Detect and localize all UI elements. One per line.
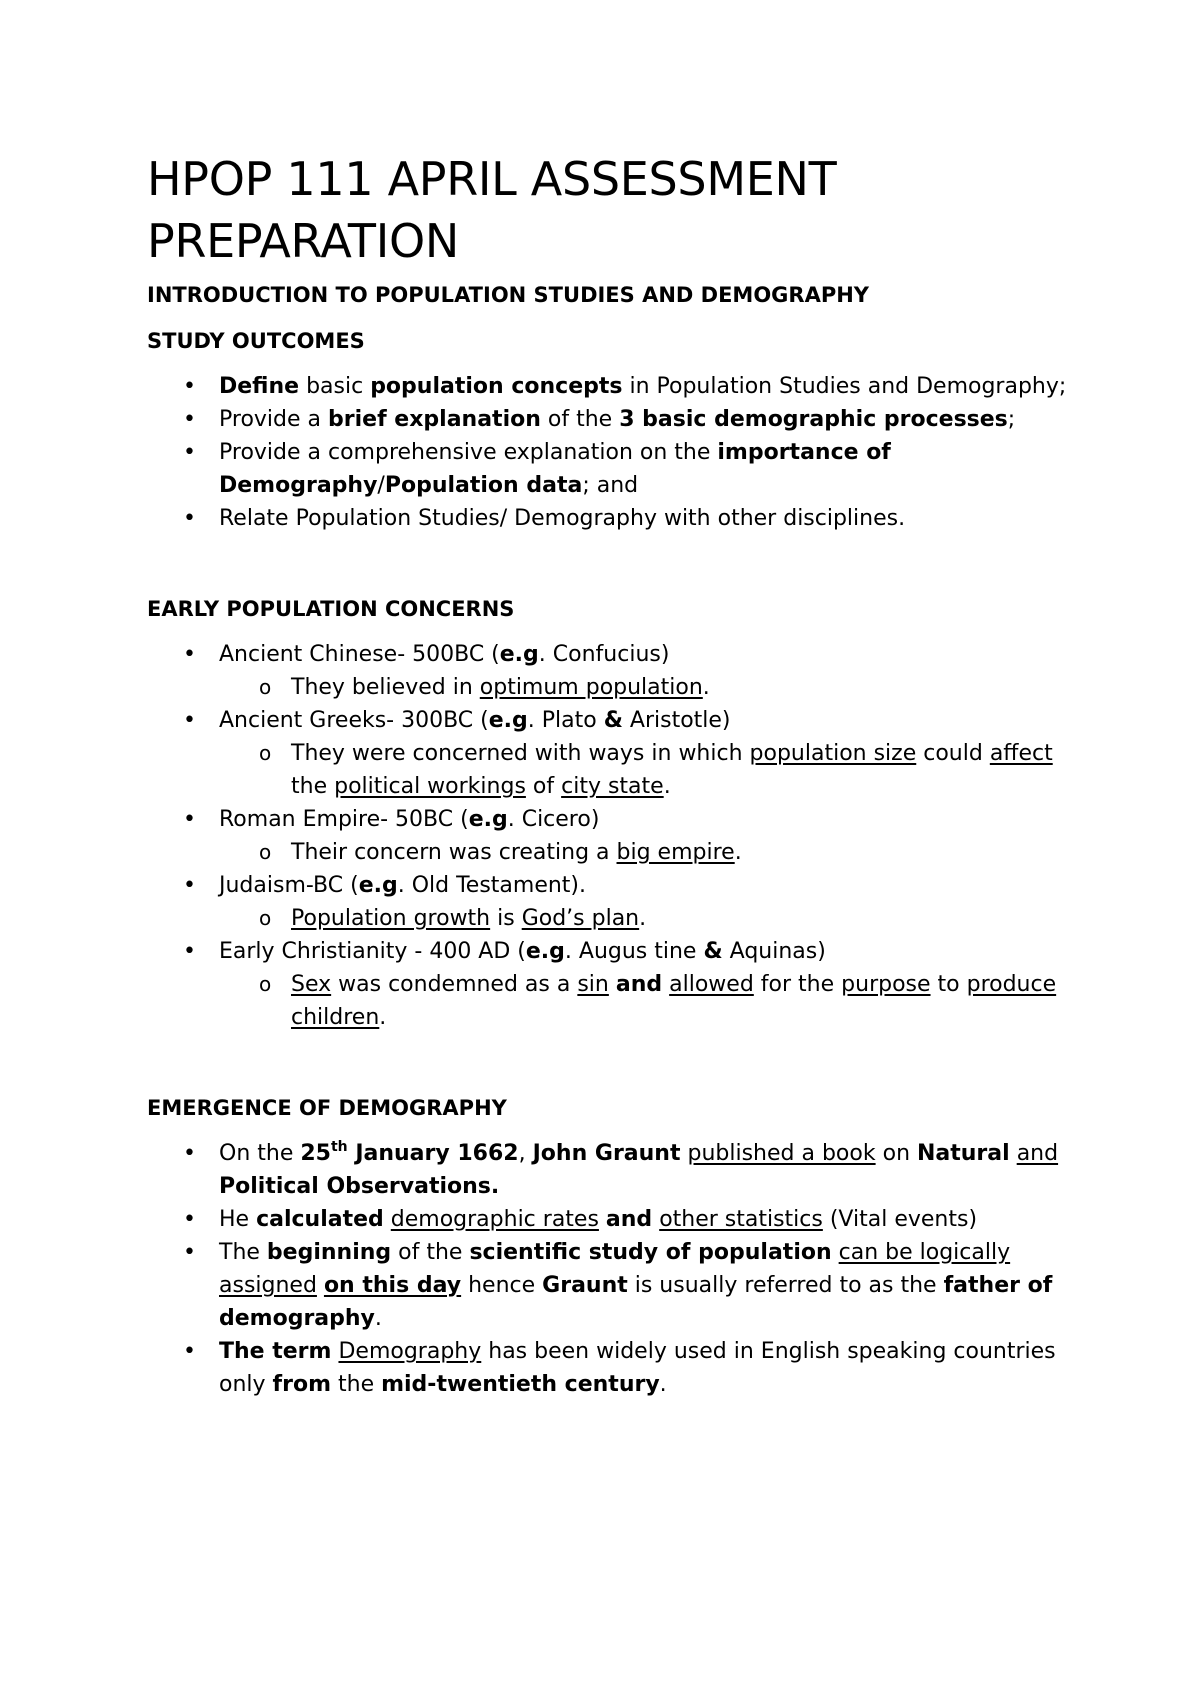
text-run: Graunt [542,1273,628,1298]
text-run: of the [391,1240,470,1265]
text-run: of [525,774,562,799]
text-run: Demography [338,1339,482,1364]
text-run: The [219,1240,267,1265]
emergence-list [147,1137,1077,1401]
text-run: produce [966,972,1057,997]
text-run [384,1207,391,1232]
text-run: political workings [334,774,526,799]
text-run: of the [540,407,620,432]
text-run: Aristotle) [622,708,731,733]
text-run: . [702,675,710,700]
text-run: on this day [323,1273,462,1298]
text-run: . Cicero) [507,807,600,832]
text-run: They were concerned with ways in which [291,741,750,766]
text-run: 3 basic demographic processes [619,407,1008,432]
text-run: Relate Population Studies/ Demography with other disciplines. [219,506,906,531]
early-concern-sublist [219,671,1077,704]
text-run: was condemned as a [331,972,578,997]
text-run: optimum population [479,675,703,700]
text-run: (Vital events) [822,1207,978,1232]
text-run: Ancient Chinese- 500BC ( [219,642,500,667]
text-run: and [605,1207,653,1232]
early-concern-text [219,708,731,733]
early-concern-sublist [219,836,1077,869]
text-run: Aquinas) [722,939,826,964]
early-concern-text [219,807,599,832]
text-run: th [330,1139,348,1155]
text-run: population size [749,741,917,766]
text-run: . Augus tine [564,939,704,964]
early-concern-sublist [219,968,1077,1034]
text-run: importance of Demography [219,440,891,498]
early-concern-item [147,935,1077,1034]
emergence-item [147,1335,1077,1401]
text-run: . [663,774,671,799]
text-run: Early Christianity - 400 AD ( [219,939,526,964]
text-run: city state [561,774,664,799]
text-run: father of demography [219,1273,1053,1331]
title-line-2: PREPARATION [147,214,460,268]
text-run: . [639,906,647,931]
text-run [832,1240,839,1265]
text-run: Sex [291,972,332,997]
text-run: & [603,708,623,733]
text-run: e.g [525,939,565,964]
text-run: 25 [300,1141,331,1166]
text-run: has been widely used in English speaking countries only [219,1339,1056,1397]
text-run: beginning [266,1240,392,1265]
text-run: , [518,1141,533,1166]
emergence-heading: EMERGENCE OF DEMOGRAPHY [147,1096,507,1120]
text-run: e.g [358,873,398,898]
text-run: to [930,972,967,997]
outcome-item [147,502,1077,535]
text-run: Provide a [219,407,329,432]
text-run: demographic rates [390,1207,599,1232]
emergence-item [147,1203,1077,1236]
text-run: The term [219,1339,332,1364]
text-run: the [331,1372,382,1397]
text-run: brief explanation [328,407,541,432]
text-run: John Graunt [532,1141,681,1166]
text-run: affect [989,741,1053,766]
text-run: They believed in [291,675,480,700]
early-concern-item [147,638,1077,704]
early-concern-item [147,704,1077,803]
text-run: Roman Empire- 50BC ( [219,807,469,832]
text-run: scientific study of population [469,1240,832,1265]
early-concern-sublist [219,902,1077,935]
text-run: purpose [841,972,931,997]
text-run: e.g [468,807,508,832]
text-run: Population growth [291,906,491,931]
text-run: is [490,906,522,931]
text-run: could [916,741,990,766]
text-run [599,1207,606,1232]
text-run: Natural [917,1141,1010,1166]
intro-heading: INTRODUCTION TO POPULATION STUDIES AND DEMOGRAPHY [147,283,870,307]
text-run: Judaism-BC ( [219,873,359,898]
text-run [317,1273,324,1298]
text-run: mid-twentieth century [381,1372,660,1397]
early-concern-subitem [219,902,1077,935]
text-run: from [272,1372,331,1397]
emergence-item [147,1236,1077,1335]
text-run: for the [753,972,842,997]
text-run: basic [299,374,371,399]
text-run: Provide a comprehensive explanation on the [219,440,718,465]
study-outcomes-heading: STUDY OUTCOMES [147,329,365,353]
text-run: Political Observations. [219,1174,500,1199]
text-run: sin [577,972,609,997]
title-line-1: HPOP 111 APRIL ASSESSMENT [147,152,837,206]
early-concern-text [219,939,826,964]
text-run: in Population Studies and Demography; [622,374,1067,399]
early-concern-item [147,803,1077,869]
text-run: published a book [687,1141,876,1166]
text-run: . [374,1306,382,1331]
early-concern-text [219,642,669,667]
text-run: and [1016,1141,1059,1166]
text-run: e.g [499,642,539,667]
text-run: children [291,1005,380,1030]
outcome-item [147,370,1077,403]
text-run: e.g [488,708,528,733]
early-concerns-heading: EARLY POPULATION CONCERNS [147,597,515,621]
outcome-item [147,403,1077,436]
text-run: hence [461,1273,543,1298]
text-run: & [703,939,723,964]
text-run: the [291,774,335,799]
text-run: population concepts [370,374,623,399]
early-concern-sublist [219,737,1077,803]
text-run [681,1141,688,1166]
text-run: . Old Testament). [397,873,587,898]
text-run [1010,1141,1017,1166]
text-run: / [377,473,385,498]
text-run: ; [1007,407,1016,432]
text-run: and [615,972,663,997]
text-run: Ancient Greeks- 300BC ( [219,708,489,733]
text-run: on [875,1141,917,1166]
text-run: big empire [616,840,735,865]
text-run: God’s plan [521,906,640,931]
early-concern-subitem [219,968,1077,1034]
document-page [147,148,1077,1401]
text-run: He [219,1207,257,1232]
text-run: can be logically assigned [219,1240,1011,1298]
text-run: On the [219,1141,301,1166]
outcome-item [147,436,1077,502]
text-run: Define [219,374,300,399]
text-run: is usually referred to as the [627,1273,944,1298]
emergence-item [147,1137,1077,1203]
text-run: allowed [669,972,754,997]
early-concern-subitem [219,737,1077,803]
text-run: . [734,840,742,865]
text-run: . [379,1005,387,1030]
text-run: . [659,1372,667,1397]
early-concern-text [219,873,586,898]
study-outcomes-list [147,370,1077,535]
text-run: . Confucius) [538,642,670,667]
text-run: other statistics [659,1207,823,1232]
early-concern-subitem [219,671,1077,704]
text-run: Population data [384,473,583,498]
text-run: Their concern was creating a [291,840,617,865]
text-run: ; and [582,473,639,498]
text-run: calculated [256,1207,384,1232]
early-concern-item [147,869,1077,935]
text-run [609,972,616,997]
early-concerns-list [147,638,1077,1034]
document-title [147,148,1077,272]
text-run: . Plato [527,708,604,733]
early-concern-subitem [219,836,1077,869]
text-run: January 1662 [347,1141,519,1166]
